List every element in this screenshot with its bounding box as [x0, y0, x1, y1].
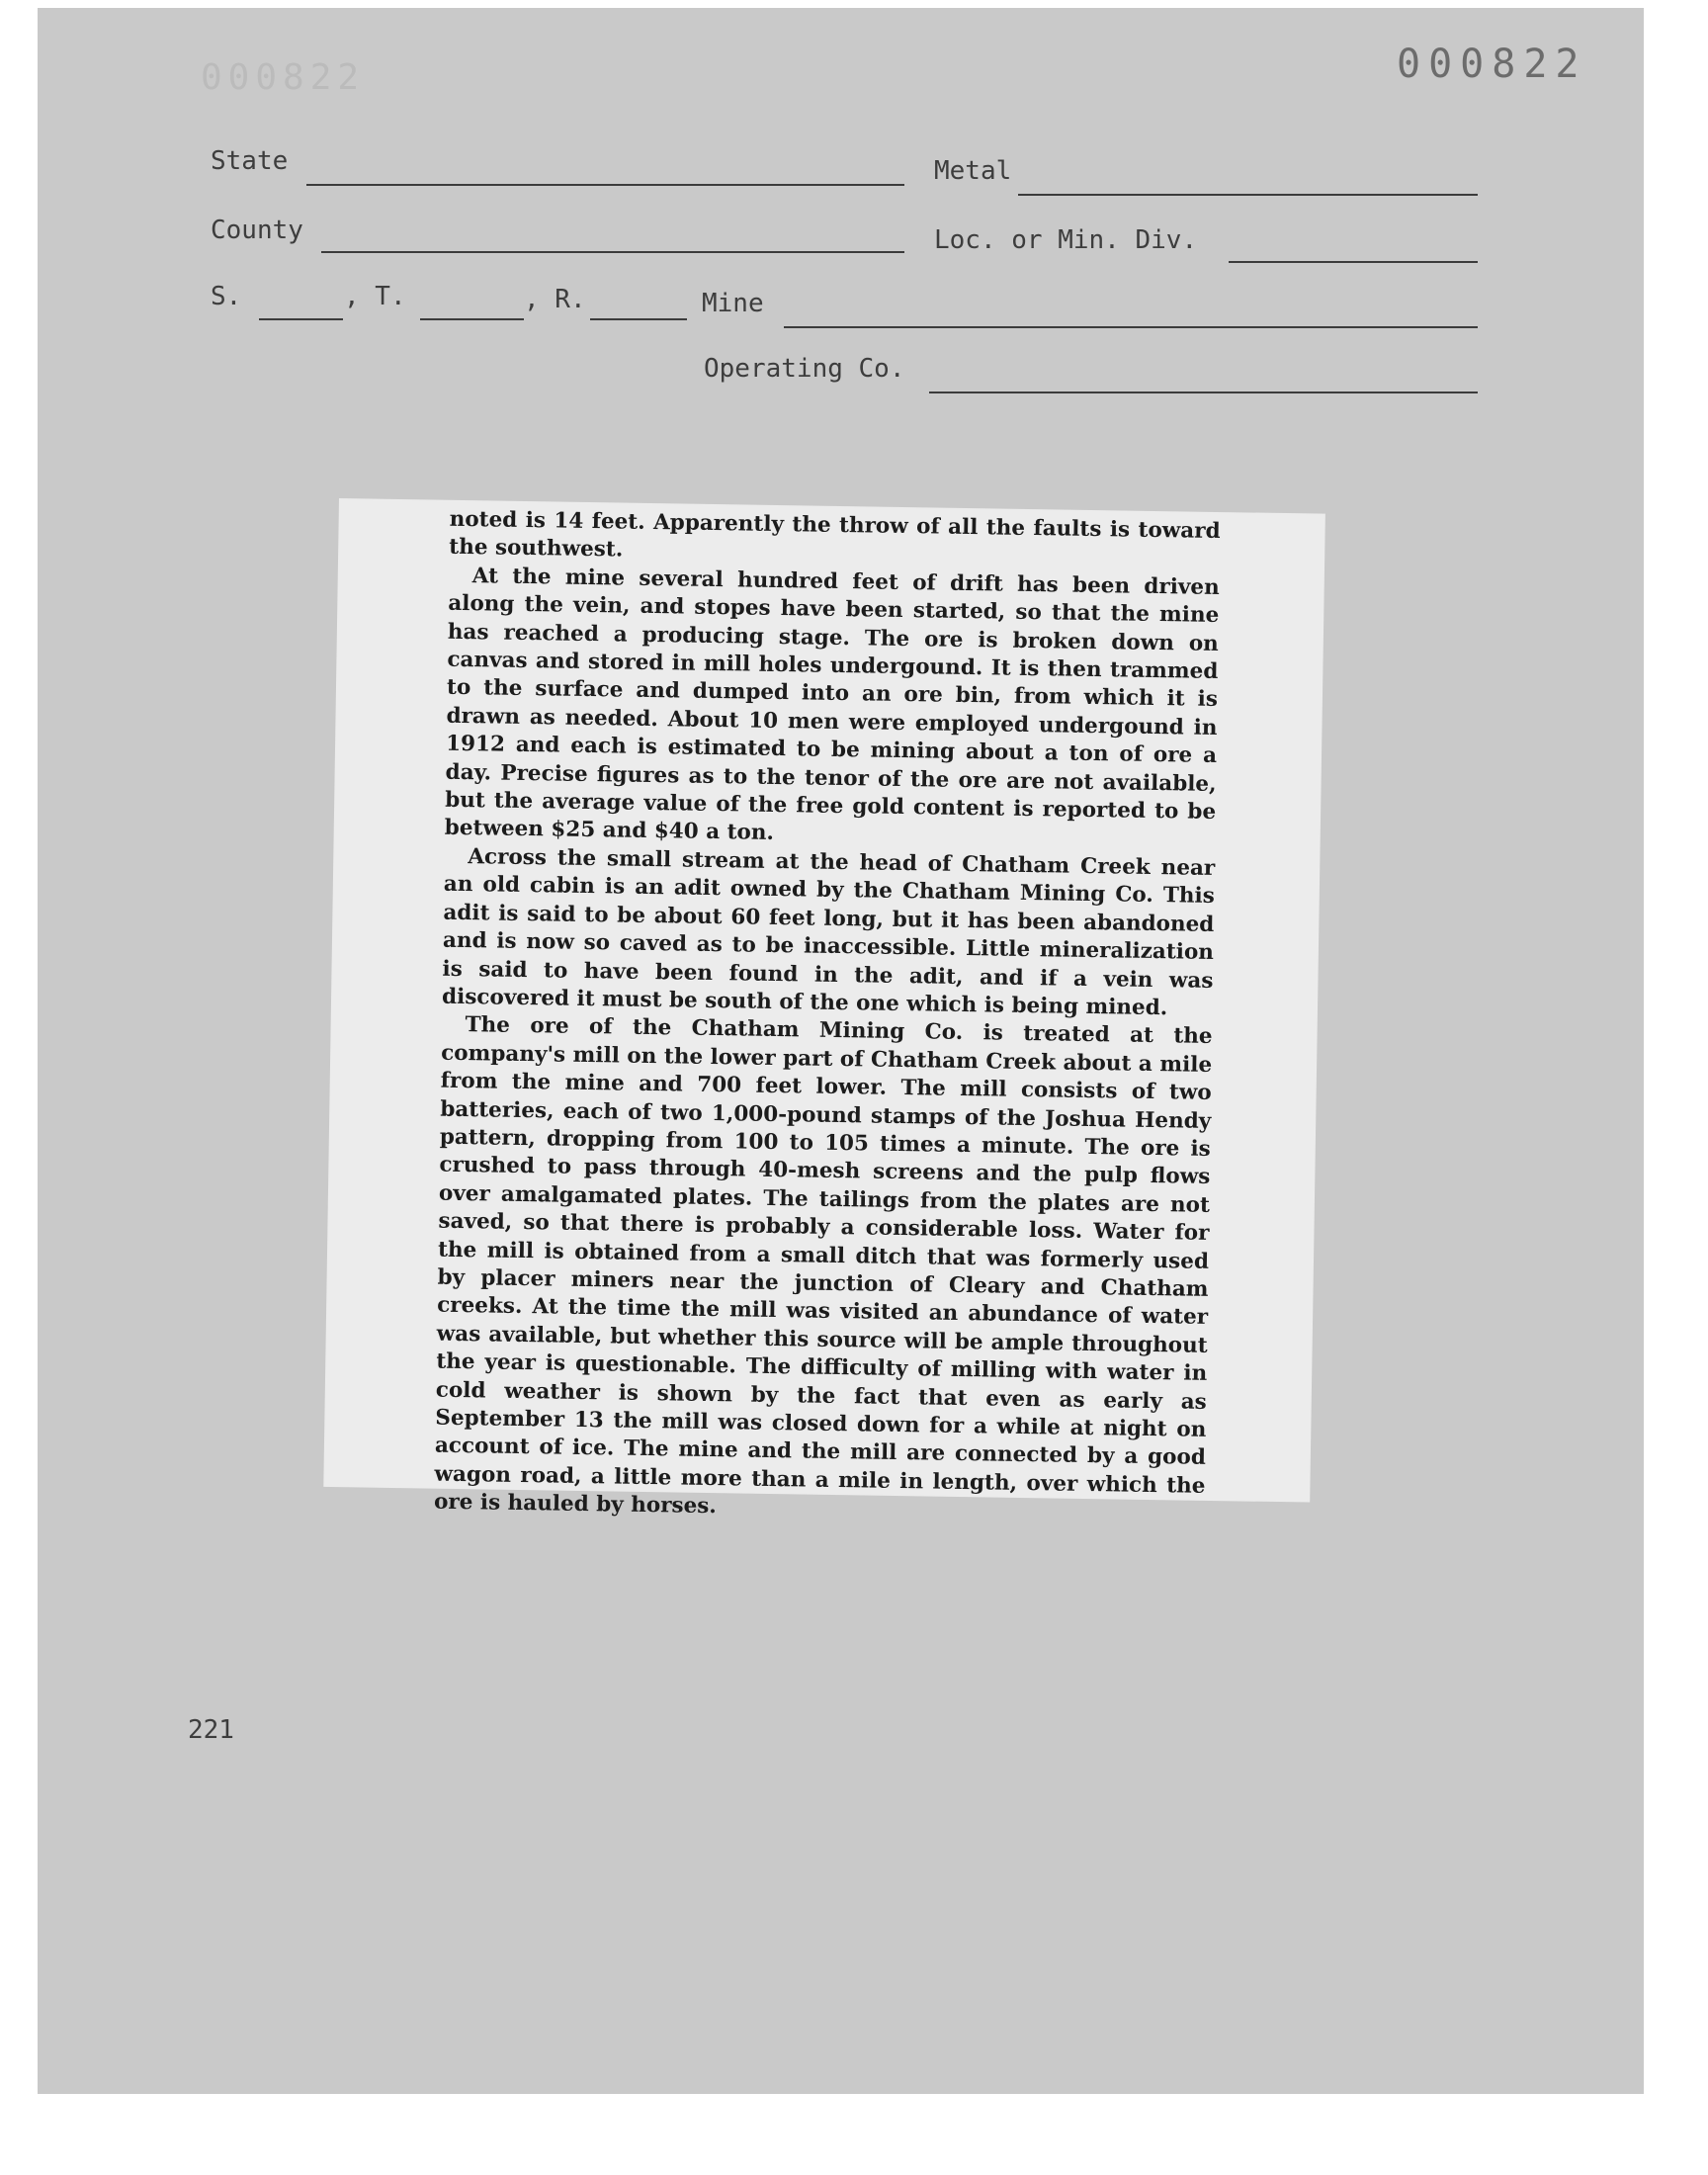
county-field-line: [321, 251, 904, 253]
page-number: 221: [188, 1715, 234, 1745]
operating-co-label: Operating Co.: [704, 354, 905, 384]
operating-co-field-line: [929, 392, 1478, 393]
township-field-line: [420, 318, 524, 320]
document-number: 000822: [1397, 42, 1587, 87]
loc-min-div-field-line: [1229, 261, 1478, 263]
loc-min-div-label: Loc. or Min. Div.: [934, 225, 1198, 255]
paragraph-2: At the mine several hundred feet of drift has been driven along the vein, and stopes have been started, so that the mine has reached a producing stage. The ore is broken down on canvas and stored in mill holes undergound. It is then trammed to the surface and dumped into an ore bin, from which it is drawn as needed. About 10 men were employed undergound in 1912 and each is estimated to be mining about a ton of ore a day. Precise figures as to the tenor of the ore are not available, but the average value of the free gold content is reported to be between $25 and $40 a ton.: [444, 563, 1220, 846]
range-field-line: [590, 318, 687, 320]
mine-label: Mine: [702, 289, 764, 318]
ghost-document-number: 000822: [201, 57, 366, 98]
paragraph-4: The ore of the Chatham Mining Co. is treated at the company's mill on the lower part of Chatham Creek about a mile from the mine and 700 feet lower. The mill consists of two batteries, each of two 1,000-pound stamps of the Joshua Hendy pattern, dropping from 100 to 105 times a minute. The ore is crushed to pass through 40-mesh screens and the pulp flows over amalgamated plates. The tailings from the plates are not saved, so that there is probably a considerable loss. Water for the mill is obtained from a small ditch that was formerly used by placer miners near the junction of Cleary and Chatham creeks. At the time the mill was visited an abundance of water was available, but whether this source will be ample throughout the year is questionable. The difficulty of milling with water in cold weather is shown by the fact that even as early as September 13 the mill was closed down for a while at night on account of ice. The mine and the mill are connected by a good wagon road, a little more than a mile in length, over which the ore is hauled by horses.: [433, 1012, 1213, 1520]
section-label: S.: [211, 282, 242, 311]
mine-field-line: [784, 326, 1478, 328]
section-field-line: [259, 318, 343, 320]
paragraph-1: noted is 14 feet. Apparently the throw of all the faults is toward the southwest.: [449, 506, 1221, 563]
county-label: County: [211, 216, 303, 245]
township-label: , T.: [344, 282, 406, 311]
text-clipping: [323, 498, 1325, 1520]
state-label: State: [211, 146, 289, 176]
state-field-line: [306, 184, 904, 186]
clipping-body: [434, 506, 1221, 1529]
metal-label: Metal: [934, 156, 1012, 186]
metal-field-line: [1018, 194, 1478, 196]
paragraph-3: Across the small stream at the head of Chatham Creek near an old cabin is an adit owned by the Chatham Mining Co. This adit is said to be about 60 feet long, but it has been abandoned and is now so caved as to be inaccessible. Little mineralization is said to have been found in the adit, and if a vein was discovered it must be south of the one which is being mined.: [441, 843, 1216, 1021]
range-label: , R.: [524, 285, 586, 314]
